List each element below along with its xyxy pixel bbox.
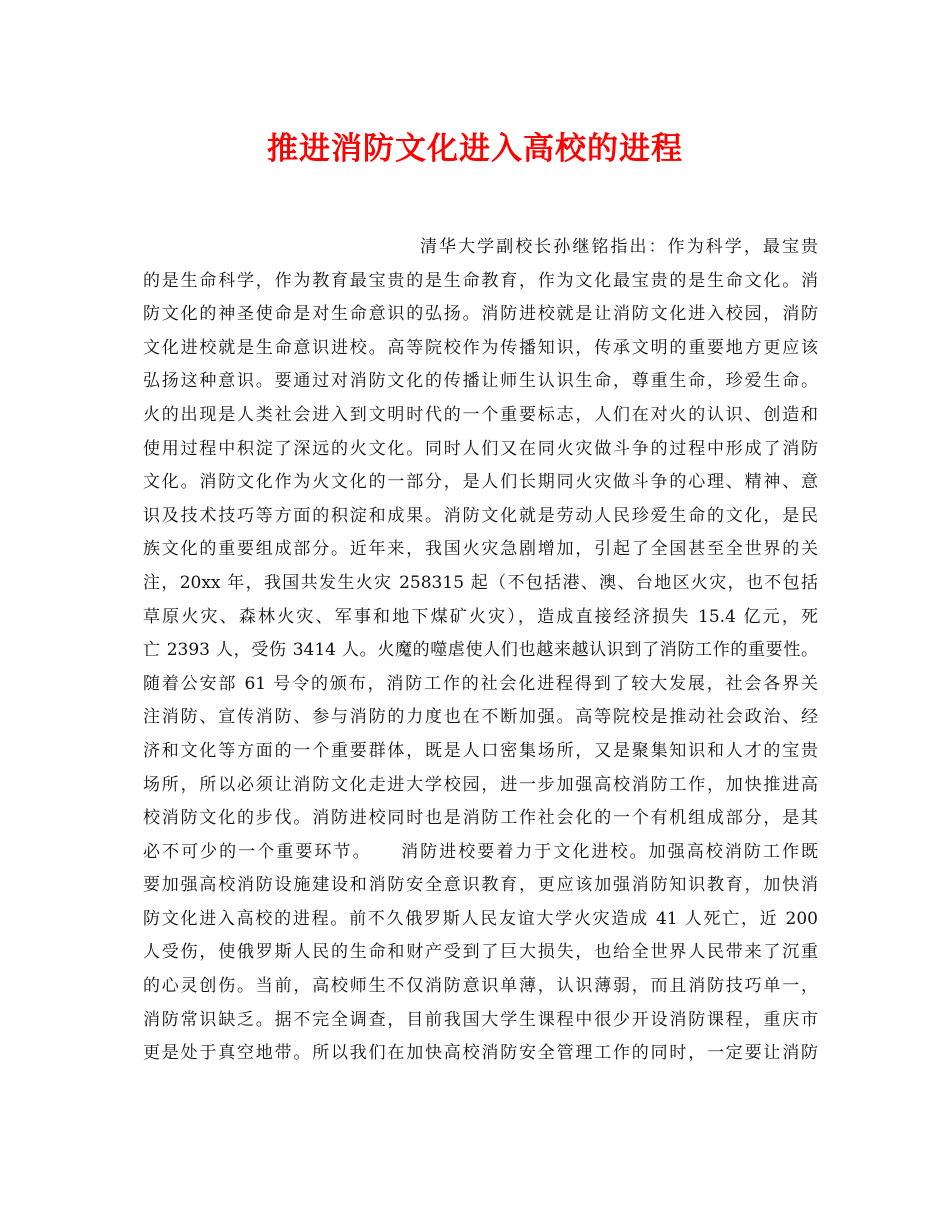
body-line: 防文化的神圣使命是对生命意识的弘扬。消防进校就是让消防文化进入校园，消防 (143, 304, 818, 325)
body-line: 文化进校就是生命意识进校。高等院校作为传播知识，传承文明的重要地方更应该 (143, 337, 818, 358)
body-line: 随着公安部 61 号令的颁布，消防工作的社会化进程得到了较大发展，社会各界关 (143, 673, 818, 694)
body-line: 亡 2393 人，受伤 3414 人。火魔的噬虐使人们也越来越认识到了消防工作的重要性。 (143, 640, 818, 661)
body-line: 消防常识缺乏。据不完全调查，目前我国大学生课程中很少开设消防课程，重庆市 (143, 1009, 818, 1030)
document-title: 推进消防文化进入高校的进程 (267, 131, 683, 167)
body-line: 场所，所以必须让消防文化走进大学校园，进一步加强高校消防工作，加快推进高 (143, 774, 818, 795)
body-line: 使用过程中积淀了深远的火文化。同时人们又在同火灾做斗争的过程中形成了消防 (143, 438, 818, 459)
document-body (143, 231, 818, 1071)
body-line: 校消防文化的步伐。消防进校同时也是消防工作社会化的一个有机组成部分，是其 (143, 808, 818, 829)
body-line: 族文化的重要组成部分。近年来，我国火灾急剧增加，引起了全国甚至全世界的关 (143, 539, 818, 560)
body-line: 防文化进入高校的进程。前不久俄罗斯人民友谊大学火灾造成 41 人死亡，近 200 (143, 908, 818, 929)
body-line: 注消防、宣传消防、参与消防的力度也在不断加强。高等院校是推动社会政治、经 (143, 707, 818, 728)
body-line: 济和文化等方面的一个重要群体，既是人口密集场所，又是聚集知识和人才的宝贵 (143, 740, 818, 761)
body-line: 弘扬这种意识。要通过对消防文化的传播让师生认识生命，尊重生命，珍爱生命。 (143, 371, 818, 392)
body-line: 要加强高校消防设施建设和消防安全意识教育，更应该加强消防知识教育，加快消 (143, 875, 818, 896)
body-line: 文化。消防文化作为火文化的一部分，是人们长期同火灾做斗争的心理、精神、意 (143, 472, 818, 493)
body-line: 必不可少的一个重要环节。 消防进校要着力于文化进校。加强高校消防工作既 (143, 841, 818, 862)
body-line: 清华大学副校长孙继铭指出：作为科学，最宝贵 (420, 237, 818, 257)
body-line: 注，20xx 年，我国共发生火灾 258315 起（不包括港、澳、台地区火灾，也不包括 (143, 572, 818, 593)
body-line: 识及技术技巧等方面的积淀和成果。消防文化就是劳动人民珍爱生命的文化，是民 (143, 505, 818, 526)
body-line: 的心灵创伤。当前，高校师生不仅消防意识单薄，认识薄弱，而且消防技巧单一， (143, 976, 818, 997)
body-line: 更是处于真空地带。所以我们在加快高校消防安全管理工作的同时，一定要让消防 (143, 1043, 818, 1064)
body-line: 火的出现是人类社会进入到文明时代的一个重要标志，人们在对火的认识、创造和 (143, 404, 818, 425)
body-line: 草原火灾、森林火灾、军事和地下煤矿火灾），造成直接经济损失 15.4 亿元，死 (143, 606, 818, 627)
body-line: 的是生命科学，作为教育最宝贵的是生命教育，作为文化最宝贵的是生命文化。消 (143, 270, 818, 291)
body-line: 人受伤，使俄罗斯人民的生命和财产受到了巨大损失，也给全世界人民带来了沉重 (143, 942, 818, 963)
